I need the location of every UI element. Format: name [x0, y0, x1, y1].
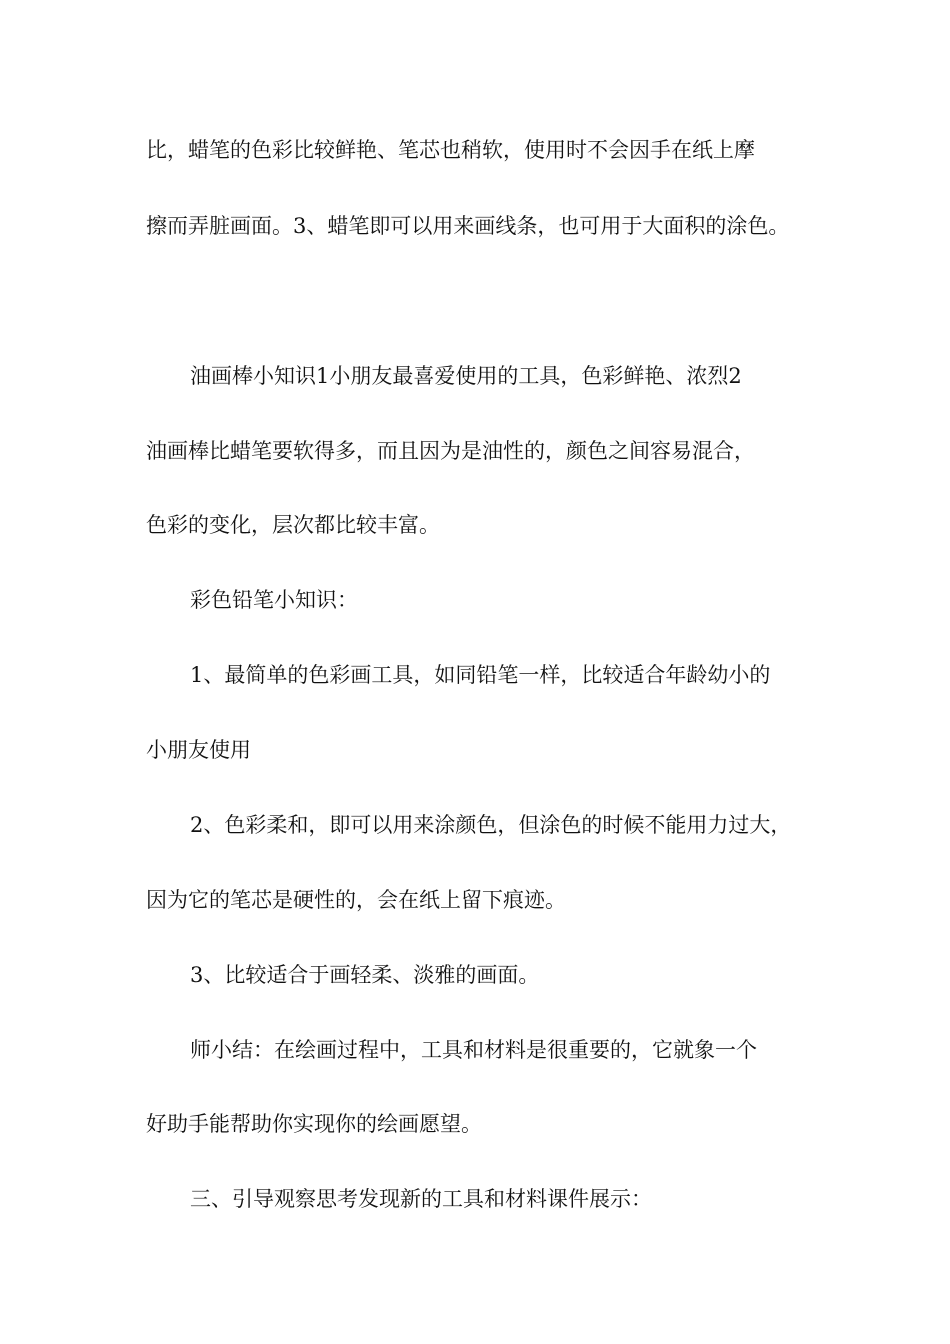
text-line: 因为它的笔芯是硬性的，会在纸上留下痕迹。	[146, 888, 566, 912]
text-line: 油画棒小知识1小朋友最喜爱使用的工具，色彩鲜艳、浓烈2	[190, 364, 742, 388]
text-line: 比，蜡笔的色彩比较鲜艳、笔芯也稍软，使用时不会因手在纸上摩	[146, 138, 755, 162]
text-line: 好助手能帮助你实现你的绘画愿望。	[146, 1112, 482, 1136]
text-line: 3、比较适合于画轻柔、淡雅的画面。	[190, 963, 540, 987]
section-heading: 彩色铅笔小知识：	[190, 588, 358, 612]
text-line: 2、色彩柔和，即可以用来涂颜色，但涂色的时候不能用力过大，	[190, 813, 792, 837]
text-line: 擦而弄脏画面。3、蜡笔即可以用来画线条，也可用于大面积的涂色。	[146, 214, 790, 238]
text-line: 油画棒比蜡笔要软得多，而且因为是油性的，颜色之间容易混合，	[146, 439, 755, 463]
text-line: 1、最简单的色彩画工具，如同铅笔一样，比较适合年龄幼小的	[190, 663, 771, 687]
text-line: 师小结：在绘画过程中，工具和材料是很重要的，它就象一个	[190, 1038, 757, 1062]
section-heading: 三、引导观察思考发现新的工具和材料课件展示：	[190, 1187, 652, 1211]
text-line: 小朋友使用	[146, 738, 251, 762]
text-line: 色彩的变化，层次都比较丰富。	[146, 513, 440, 537]
